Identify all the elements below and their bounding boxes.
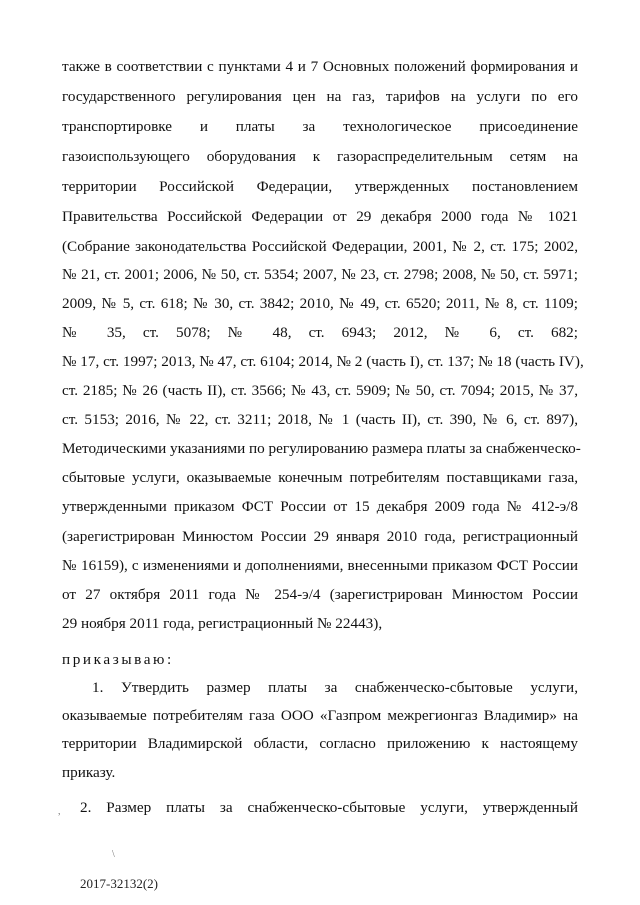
text-line: от 27 октября 2011 года № 254-э/4 (зарегистрирован Минюстом России bbox=[62, 586, 578, 603]
text-line: (зарегистрирован Минюстом России 29 января 2010 года, регистрационный bbox=[62, 528, 578, 545]
text-line: № 17, ст. 1997; 2013, № 47, ст. 6104; 2014, № 2 (часть I), ст. 137; № 18 (часть IV), bbox=[62, 353, 584, 370]
scan-speck: , bbox=[58, 806, 61, 817]
text-line: № 16159), с изменениями и дополнениями, внесенными приказом ФСТ России bbox=[62, 557, 578, 574]
text-line: (Собрание законодательства Российской Федерации, 2001, № 2, ст. 175; 2002, bbox=[62, 238, 578, 255]
text-line: 2009, № 5, ст. 618; № 30, ст. 3842; 2010, № 49, ст. 6520; 2011, № 8, ст. 1109; bbox=[62, 295, 578, 312]
text-line: ст. 5153; 2016, № 22, ст. 3211; 2018, № 1 (часть II), ст. 390, № 6, ст. 897), bbox=[62, 411, 578, 428]
text-line: сбытовые услуги, оказываемые конечным потребителям поставщиками газа, bbox=[62, 469, 578, 486]
item-1-line: 1. Утвердить размер платы за снабженческо-сбытовые услуги, bbox=[92, 679, 578, 696]
text-line: Методическими указаниями по регулированию размера платы за снабженческо- bbox=[62, 440, 581, 457]
text-line: 29 ноября 2011 года, регистрационный № 22443), bbox=[62, 615, 383, 632]
text-line: № 21, ст. 2001; 2006, № 50, ст. 5354; 2007, № 23, ст. 2798; 2008, № 50, ст. 5971; bbox=[62, 266, 578, 283]
text-line: территории Российской Федерации, утвержденных постановлением bbox=[62, 178, 578, 195]
item-2-line: 2. Размер платы за снабженческо-сбытовые услуги, утвержденный bbox=[80, 799, 578, 816]
text-line: № 35, ст. 5078; № 48, ст. 6943; 2012, № 6, ст. 682; bbox=[62, 324, 578, 341]
text-line: газоиспользующего оборудования к газораспределительным сетям на bbox=[62, 148, 578, 165]
document-code: 2017-32132(2) bbox=[80, 876, 158, 891]
item-1-line: территории Владимирской области, согласно приложению к настоящему bbox=[62, 735, 578, 752]
text-line: также в соответствии с пунктами 4 и 7 Основных положений формирования и bbox=[62, 58, 578, 75]
text-line: государственного регулирования цен на газ, тарифов на услуги по его bbox=[62, 88, 578, 105]
scan-speck: \ bbox=[112, 849, 115, 860]
order-word: приказываю: bbox=[62, 651, 174, 668]
text-line: транспортировке и платы за технологическое присоединение bbox=[62, 118, 578, 135]
item-1-line: приказу. bbox=[62, 764, 116, 781]
text-line: Правительства Российской Федерации от 29 декабря 2000 года № 1021 bbox=[62, 208, 578, 225]
text-line: ст. 2185; № 26 (часть II), ст. 3566; № 43, ст. 5909; № 50, ст. 7094; 2015, № 37, bbox=[62, 382, 578, 399]
text-line: утвержденными приказом ФСТ России от 15 декабря 2009 года № 412-э/8 bbox=[62, 498, 578, 515]
item-1-line: оказываемые потребителям газа ООО «Газпром межрегионгаз Владимир» на bbox=[62, 707, 578, 724]
